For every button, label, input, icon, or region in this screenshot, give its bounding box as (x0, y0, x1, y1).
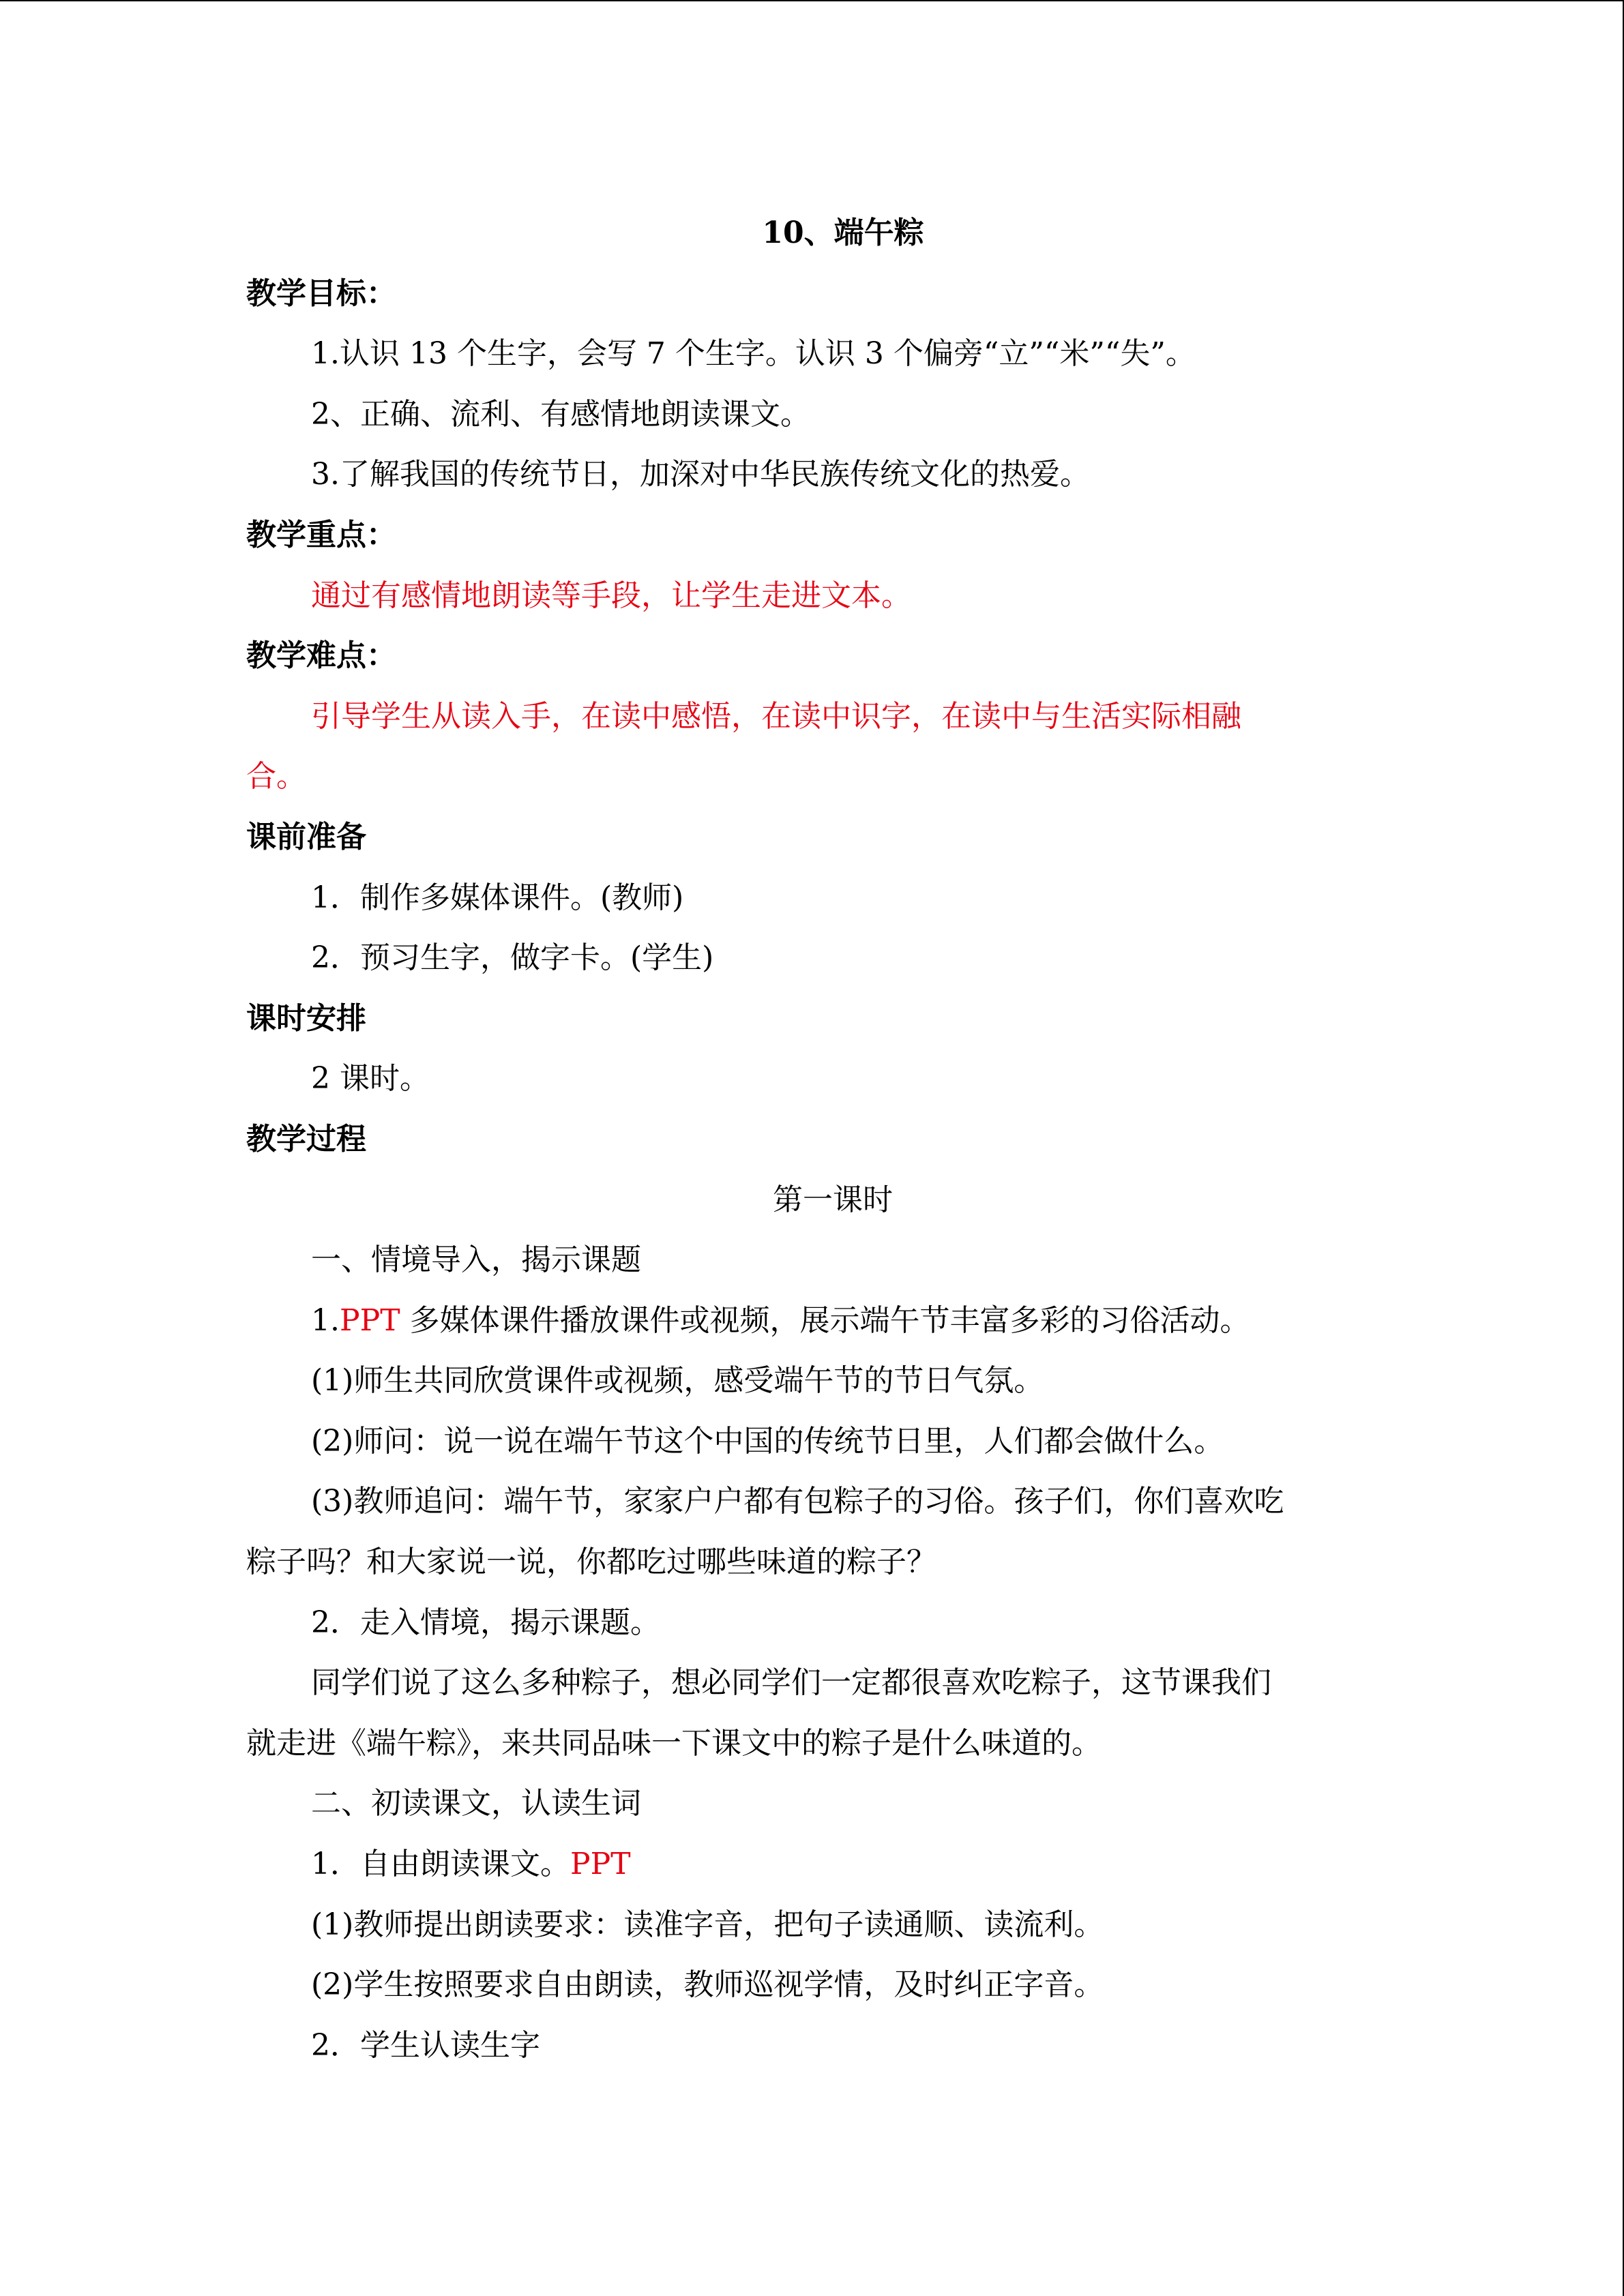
goal-item-3: 3.了解我国的传统节日，加深对中华民族传统文化的热爱。 (311, 457, 1090, 492)
section-1-item-1 (246, 1291, 1378, 1352)
section-2-sub-1: (1)教师提出朗读要求：读准字音，把句子读通顺、读流利。 (311, 1907, 1104, 1942)
item-number: 1. (311, 1302, 340, 1338)
section-1-sub-1: (1)师生共同欣赏课件或视频，感受端午节的节日气氛。 (311, 1363, 1044, 1399)
document-page (246, 203, 1378, 2076)
ppt-marker: PPT (570, 1847, 631, 1882)
section-1-title: 一、情境导入，揭示课题 (311, 1242, 641, 1278)
section-1-paragraph-line2: 就走进《端午粽》，来共同品味一下课文中的粽子是什么味道的。 (246, 1725, 1102, 1761)
section-1-sub-3-line2: 粽子吗？和大家说一说，你都吃过哪些味道的粽子？ (246, 1545, 936, 1580)
schedule-text: 2 课时。 (311, 1061, 430, 1097)
page-top-border (0, 0, 1624, 1)
section-1-sub-3-line1: (3)教师追问：端午节，家家户户都有包粽子的习俗。孩子们，你们喜欢吃 (311, 1484, 1284, 1519)
difficulty-text-line1: 引导学生从读入手，在读中感悟，在读中识字，在读中与生活实际相融 (311, 698, 1241, 734)
section-1-item-2: 2．走入情境，揭示课题。 (311, 1605, 660, 1640)
section-2-item-2: 2．学生认读生字 (311, 2027, 540, 2063)
goal-item-1: 1.认识 13 个生字，会写 7 个生字。认识 3 个偏旁“立”“米”“失”。 (311, 336, 1196, 372)
item-text: 1．自由朗读课文。 (311, 1847, 570, 1882)
document-title: 10、端午粽 (762, 215, 924, 250)
section-2-title: 二、初读课文，认读生词 (311, 1786, 641, 1821)
goal-item-2: 2、正确、流利、有感情地朗读课文。 (311, 396, 810, 432)
heading-preparation: 课前准备 (246, 819, 366, 854)
heading-schedule: 课时安排 (246, 1000, 366, 1036)
section-2-item-1 (246, 1834, 1378, 1895)
heading-process: 教学过程 (246, 1121, 366, 1157)
heading-goals: 教学目标： (246, 275, 396, 311)
item-text: 多媒体课件播放课件或视频，展示端午节丰富多彩的习俗活动。 (400, 1302, 1250, 1338)
section-1-sub-2: (2)师问：说一说在端午节这个中国的传统节日里，人们都会做什么。 (311, 1423, 1224, 1459)
heading-difficulties: 教学难点： (246, 638, 396, 674)
difficulty-text-line2: 合。 (246, 759, 306, 794)
heading-key-points: 教学重点： (246, 517, 396, 552)
preparation-item-2: 2．预习生字，做字卡。(学生) (311, 940, 714, 976)
section-2-sub-2: (2)学生按照要求自由朗读，教师巡视学情，及时纠正字音。 (311, 1967, 1104, 2003)
lesson-title: 第一课时 (773, 1182, 893, 1217)
ppt-marker: PPT (339, 1302, 400, 1338)
preparation-item-1: 1．制作多媒体课件。(教师) (311, 880, 684, 915)
key-point-text: 通过有感情地朗读等手段，让学生走进文本。 (311, 578, 911, 613)
section-1-paragraph-line1: 同学们说了这么多种粽子，想必同学们一定都很喜欢吃粽子，这节课我们 (311, 1665, 1271, 1701)
